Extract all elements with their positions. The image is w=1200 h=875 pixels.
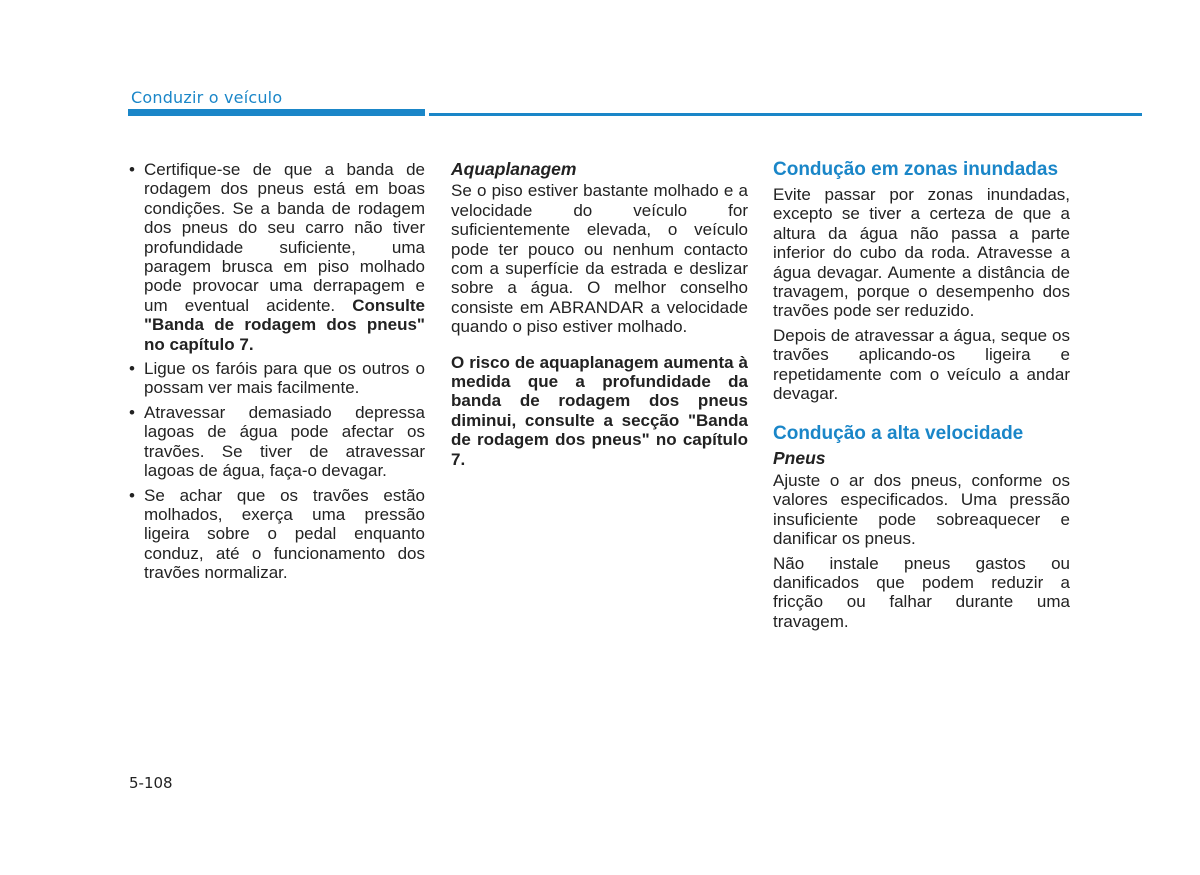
bullet-text: Ligue os faróis para que os outros o possam ver mais facilmente. [144,359,425,398]
bullet-list [128,160,425,583]
bullet-bold-reference: Consulte "Banda de rodagem dos pneus" no capítulo 7. [144,295,425,354]
section-title: Conduzir o veículo [131,88,283,107]
high-speed-heading: Condução a alta velocidade [773,423,1024,445]
header-rule-thin [429,113,1142,116]
bullet-text: Atravessar demasiado depressa lagoas de água pode afectar os travões. Se tiver de atravessar lagoas de água, faça-o devagar. [144,402,425,481]
aquaplaning-subheading: Aquaplanagem [451,159,577,179]
flooded-areas-heading: Condução em zonas inundadas [773,159,1059,180]
bullet-text: Se achar que os travões estão molhados, exerça uma pressão ligeira sobre o pedal enquanto conduz, até o funcionamento dos travões normalizar. [144,485,425,583]
aquaplaning-paragraph: Se o piso estiver bastante molhado e a velocidade do veículo for suficientemente elevada, o veículo pode ter pouco ou nenhum contacto com a superfície da estrada e deslizar sobre a água. O melhor conselho consiste em ABRANDAR a velocidade quando o piso estiver molhado. [451,181,748,337]
list-item [128,160,425,354]
list-item [128,403,425,481]
page-number: 5-108 [129,774,173,792]
left-column [128,160,425,588]
middle-column [451,160,748,474]
aquaplaning-warning-paragraph: O risco de aquaplanagem aumenta à medida que a profundidade da banda de rodagem dos pneus diminui, consulte a secção "Banda de rodagem dos pneus" no capítulo 7. [451,352,748,469]
bullet-text: Certifique-se de que a banda de rodagem dos pneus está em boas condições. Se a banda de rodagem dos pneus do seu carro não tiver profundidade suficiente, uma paragem brusca em piso molhado pode provocar uma derrapagem e um eventual acidente. [144,160,425,315]
tyres-subheading: Pneus [773,448,826,469]
tyres-paragraph-2: Não instale pneus gastos ou danificados que podem reduzir a fricção ou falhar durante uma travagem. [773,553,1070,631]
list-item [128,486,425,583]
flooded-paragraph-1: Evite passar por zonas inundadas, excepto se tiver a certeza de que a altura da água não passa a parte inferior do cubo da roda. Atravesse a água devagar. Aumente a distância de travagem, porque o desempenho dos travões pode ser reduzido. [773,185,1070,321]
list-item [128,359,425,398]
flooded-paragraph-2: Depois de atravessar a água, seque os travões aplicando-os ligeira e repetidamente com o veículo a andar devagar. [773,325,1070,404]
right-column [773,160,1070,636]
tyres-paragraph-1: Ajuste o ar dos pneus, conforme os valores especificados. Uma pressão insuficiente pode sobreaquecer e danificar os pneus. [773,470,1070,549]
header-rule-thick [128,109,425,116]
